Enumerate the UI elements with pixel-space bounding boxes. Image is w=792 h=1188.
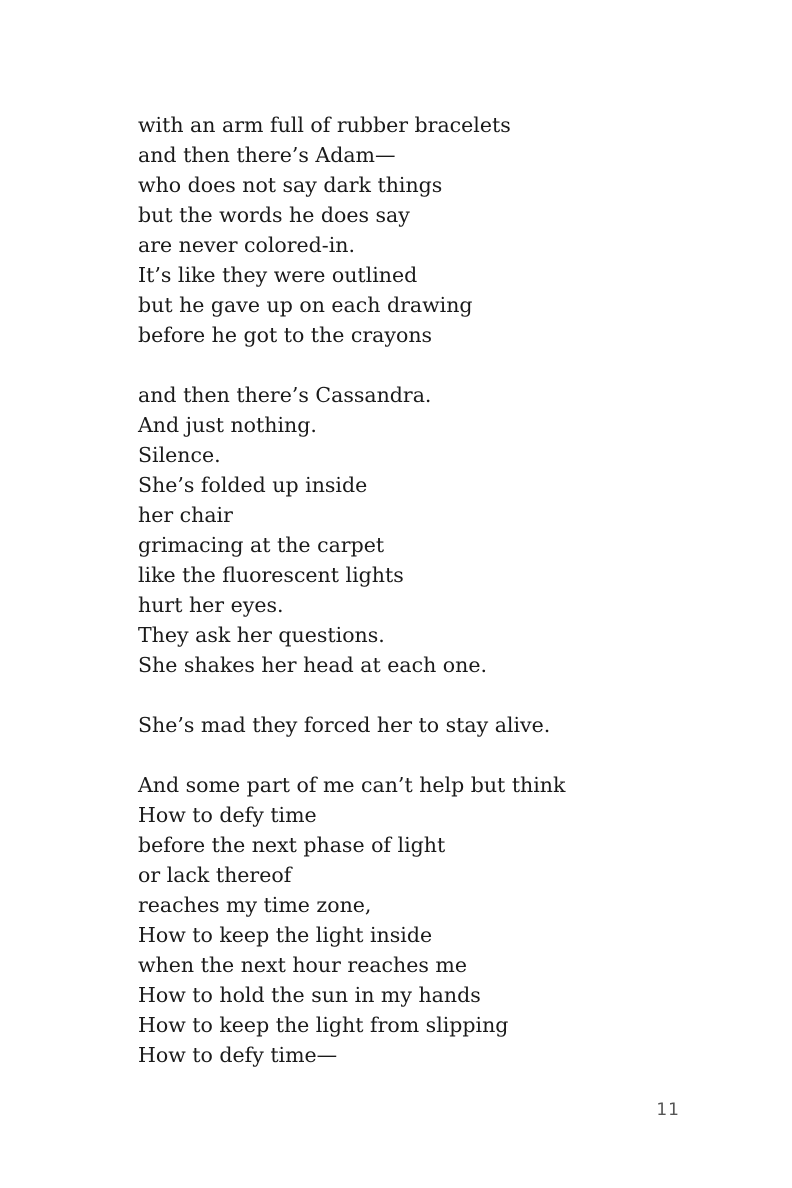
stanza-4 — [138, 770, 738, 1070]
poem-line: when the next hour reaches me — [138, 953, 467, 977]
poem-line: She’s folded up inside — [138, 473, 368, 497]
poem-line: reaches my time zone, — [138, 893, 372, 917]
poem-line: her chair — [138, 503, 233, 527]
poem-line: and then there’s Cassandra. — [138, 383, 432, 407]
poem-line: They ask her questions. — [138, 623, 385, 647]
poem-line: before he got to the crayons — [138, 323, 433, 347]
poem-line: It’s like they were outlined — [138, 263, 418, 287]
poem-line: How to keep the light from slipping — [138, 1013, 509, 1037]
stanza-3 — [138, 710, 738, 740]
stanza-break — [138, 350, 738, 380]
poem-line: with an arm full of rubber bracelets — [138, 113, 511, 137]
poem-line: or lack thereof — [138, 863, 292, 887]
poem-line: How to keep the light inside — [138, 923, 433, 947]
poem-line: She shakes her head at each one. — [138, 653, 488, 677]
poem-line: How to hold the sun in my hands — [138, 983, 481, 1007]
stanza-break — [138, 740, 738, 770]
poem-line: How to defy time— — [138, 1043, 338, 1067]
stanza-break — [138, 680, 738, 710]
stanza-1 — [138, 110, 738, 350]
poem-line: How to defy time — [138, 803, 317, 827]
poem-line: Silence. — [138, 443, 221, 467]
poem-line: but he gave up on each drawing — [138, 293, 473, 317]
poem-body — [138, 110, 738, 1070]
poem-line: who does not say dark things — [138, 173, 443, 197]
poem-line: grimacing at the carpet — [138, 533, 385, 557]
poem-line: She’s mad they forced her to stay alive. — [138, 713, 551, 737]
poem-line: And some part of me can’t help but think — [138, 773, 566, 797]
poem-line: And just nothing. — [138, 413, 317, 437]
poem-line: and then there’s Adam— — [138, 143, 396, 167]
stanza-2 — [138, 380, 738, 680]
poem-line: are never colored-in. — [138, 233, 356, 257]
poem-line: but the words he does say — [138, 203, 410, 227]
poem-line: like the fluorescent lights — [138, 563, 404, 587]
poem-line: hurt her eyes. — [138, 593, 284, 617]
poem-line: before the next phase of light — [138, 833, 446, 857]
page-number: 11 — [656, 1100, 680, 1120]
